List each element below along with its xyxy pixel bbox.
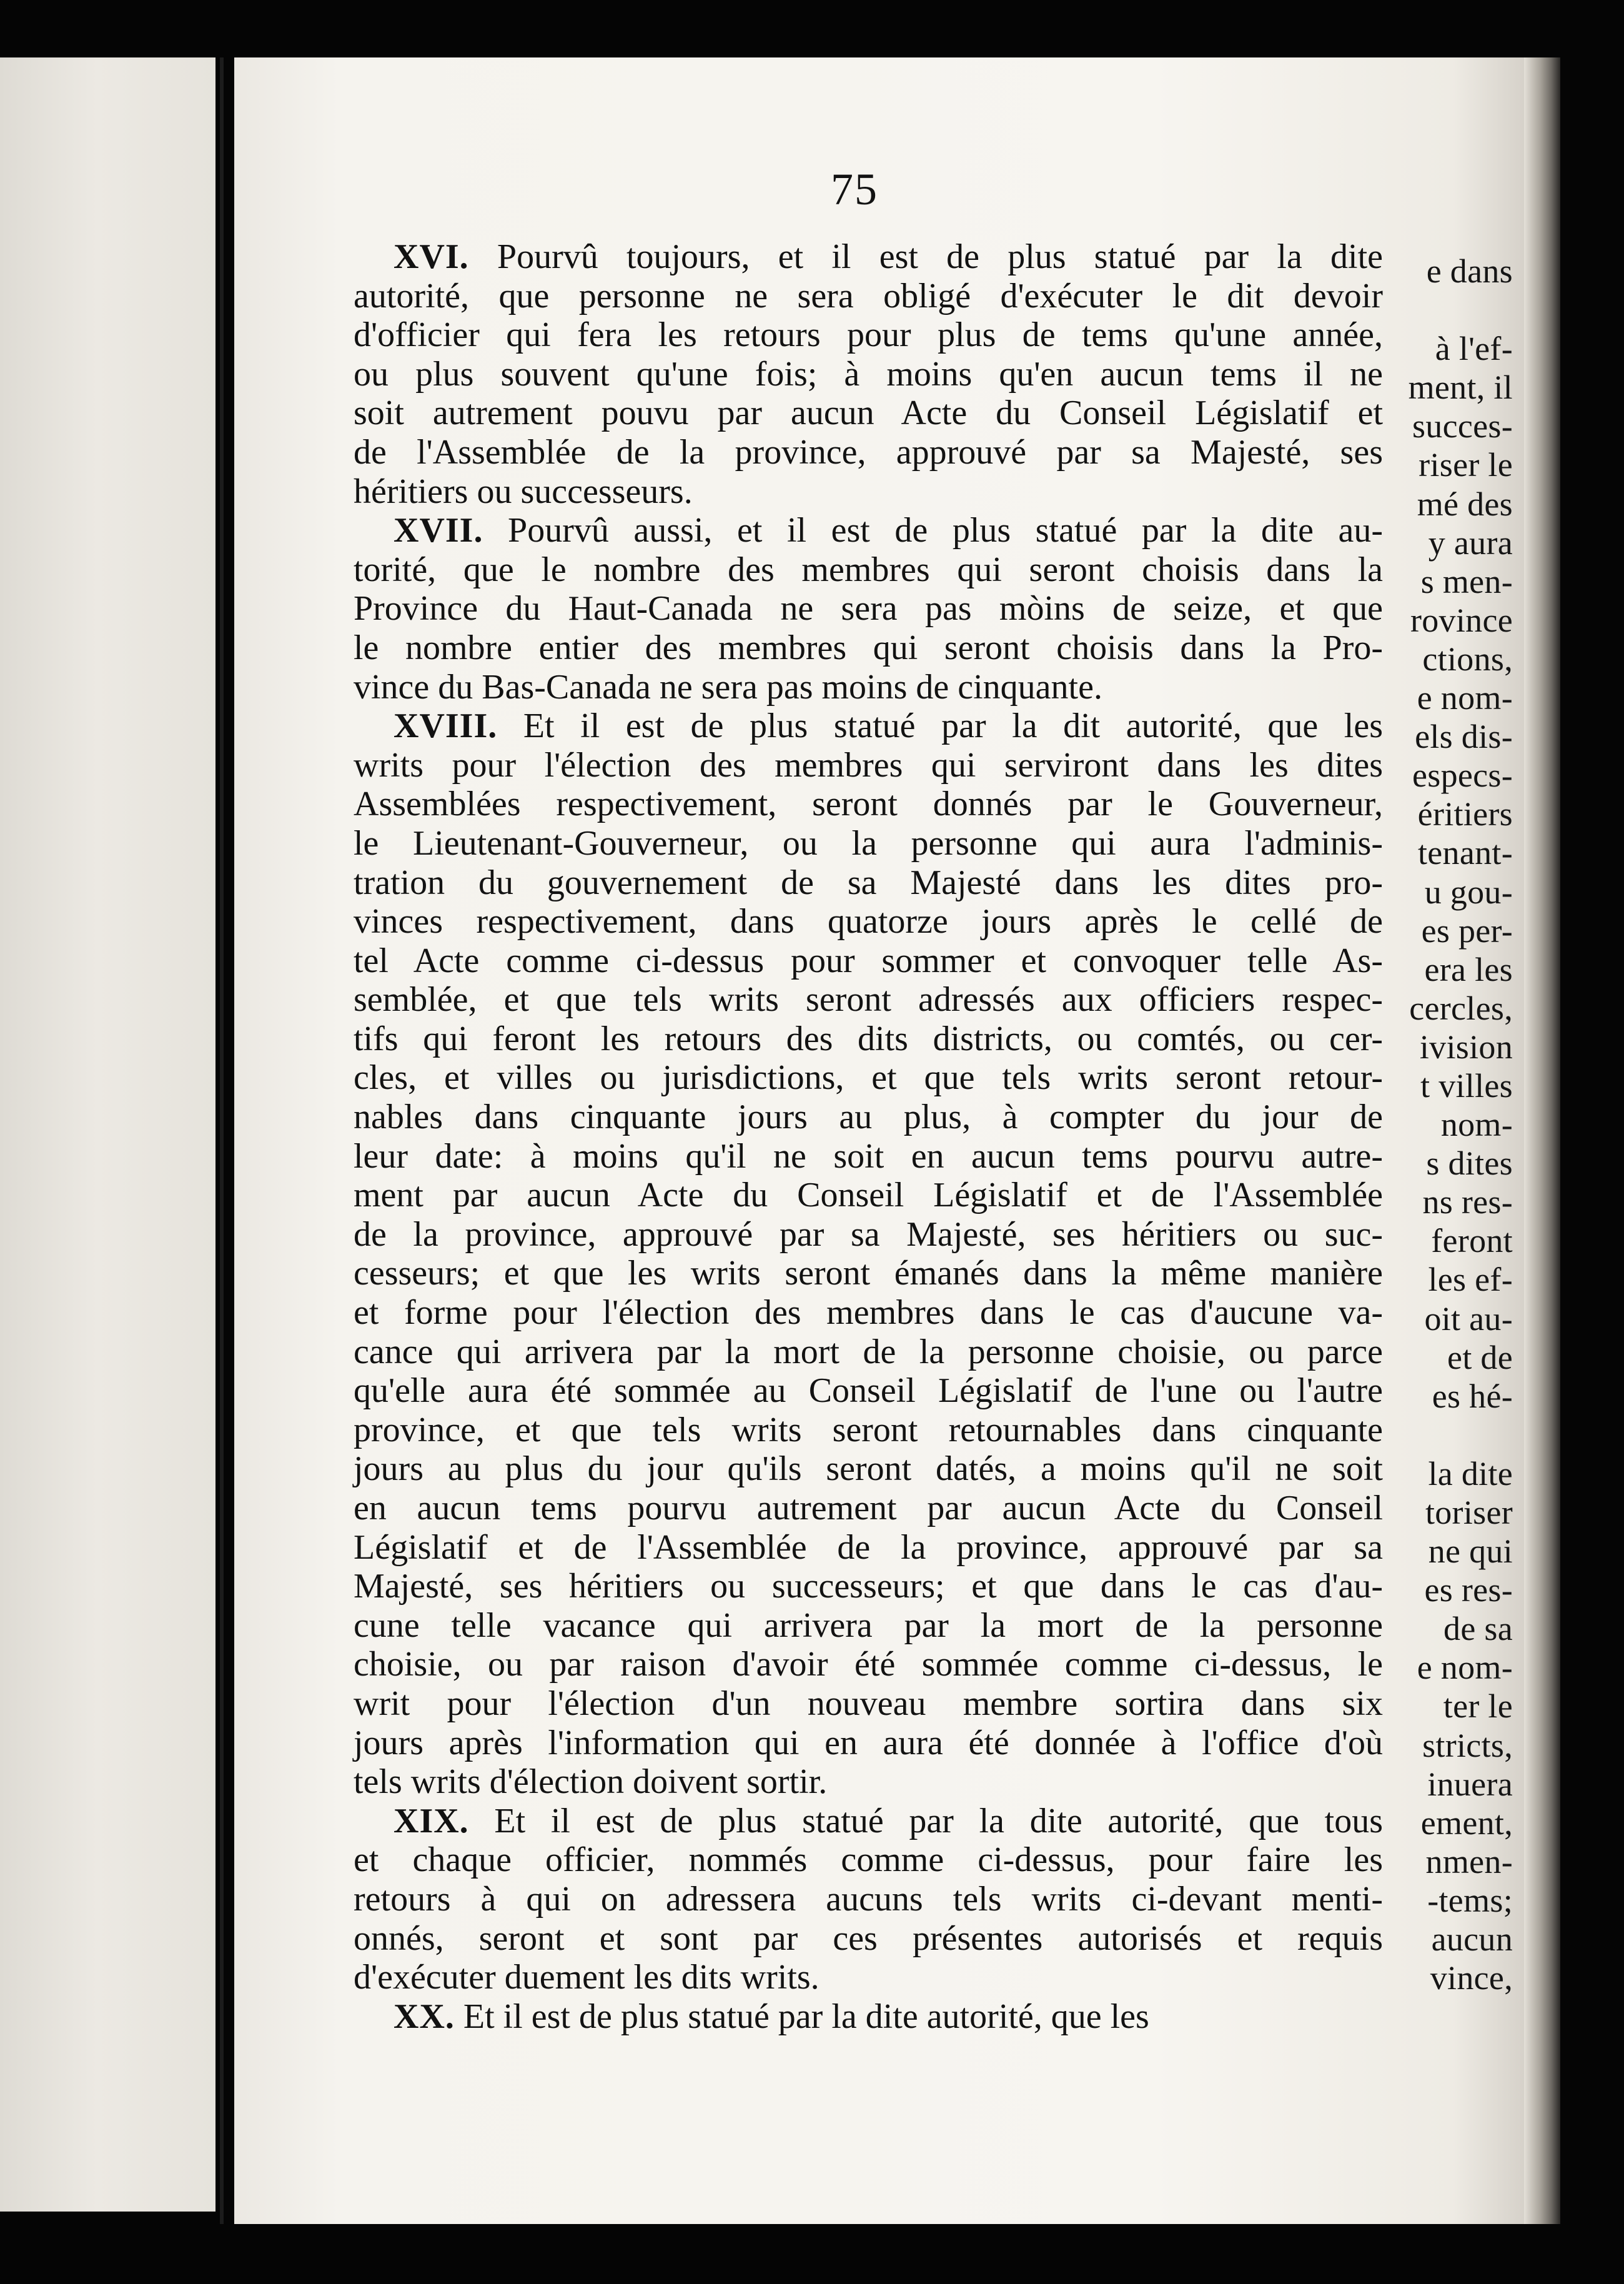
page-edge <box>1524 57 1560 2224</box>
text-line: leur date: à moins qu'il ne soit en aucun tems pourvu autre- <box>354 1136 1383 1176</box>
facing-page-line: feront <box>1431 1222 1513 1260</box>
facing-page-line <box>1409 290 1513 329</box>
text-line: vince du Bas-Canada ne sera pas moins de cinquante. <box>354 667 1102 707</box>
text-line: d'exécuter duement les dits writs. <box>354 1958 819 1997</box>
text-line: le Lieutenant-Gouverneur, ou la personne qui aura l'adminis- <box>354 823 1383 863</box>
facing-page-line: e dans <box>1426 252 1513 290</box>
section-first-line-text: Pourvû toujours, et il est de plus statué par la dite <box>497 237 1384 276</box>
text-line: le nombre entier des membres qui seront choisis dans la Pro- <box>354 628 1383 667</box>
text-line: Province du Haut-Canada ne sera pas mòins de seize, et que <box>354 589 1383 628</box>
facing-page-line: et de <box>1447 1338 1513 1376</box>
section-first-line-text: Et il est de plus statué par la dite autorité, que tous <box>494 1801 1383 1840</box>
text-line: choisie, ou par raison d'avoir été sommée comme ci-dessus, le <box>354 1645 1383 1684</box>
facing-page-text <box>1409 252 1513 1997</box>
facing-page-line: rovince <box>1410 601 1513 639</box>
facing-page-line: vince, <box>1430 1959 1513 1997</box>
facing-page-line: nom- <box>1440 1106 1513 1144</box>
facing-page-line: e nom- <box>1417 1649 1513 1687</box>
facing-page-line: e nom- <box>1417 679 1513 717</box>
text-line: autorité, que personne ne sera obligé d'exécuter le dit devoir <box>354 276 1383 315</box>
facing-page-line: els dis- <box>1415 718 1513 756</box>
text-line: tels writs d'élection doivent sortir. <box>354 1762 828 1802</box>
facing-page-line: cercles, <box>1409 989 1513 1027</box>
facing-page-line: u gou- <box>1424 873 1513 911</box>
facing-page-line: ns res- <box>1422 1183 1513 1221</box>
facing-page-line: la dite <box>1428 1454 1513 1492</box>
facing-page <box>0 57 215 2212</box>
text-line: tifs qui feront les retours des dits districts, ou comtés, ou cer- <box>354 1019 1383 1058</box>
facing-page-line: ctions, <box>1422 640 1513 678</box>
facing-page-line: es hé- <box>1432 1377 1513 1415</box>
facing-page-line: es res- <box>1424 1571 1513 1609</box>
facing-page-line: es per- <box>1421 911 1513 950</box>
section-first-line-text: Et il est de plus statué par la dite autorité, que les <box>463 1997 1149 2036</box>
text-line: writ pour l'élection d'un nouveau membre sortira dans six <box>354 1684 1383 1723</box>
section-first-line-text: Et il est de plus statué par la dit autorité, que les <box>523 707 1383 746</box>
text-line: nables dans cinquante jours au plus, à compter du jour de <box>354 1098 1383 1137</box>
facing-page-line: t villes <box>1420 1066 1513 1105</box>
text-line: cesseurs; et que les writs seront émanés dans la même manière <box>354 1254 1383 1293</box>
section-numeral: XVI. <box>394 237 469 276</box>
text-line: d'officier qui fera les retours pour plus de tems qu'une année, <box>354 315 1383 355</box>
text-line: semblée, et que tels writs seront adressés aux officiers respec- <box>354 980 1383 1020</box>
text-line <box>354 1997 1383 2037</box>
text-line: writs pour l'élection des membres qui serviront dans les dites <box>354 745 1383 785</box>
text-line: jours au plus du jour qu'ils seront datés, a moins qu'il ne soit <box>354 1449 1383 1489</box>
text-line: héritiers ou successeurs. <box>354 472 693 511</box>
facing-page-line: ter le <box>1443 1687 1513 1725</box>
text-line: et forme pour l'élection des membres dans le cas d'aucune va- <box>354 1293 1383 1333</box>
facing-page-line: y aura <box>1428 524 1513 562</box>
text-line: qu'elle aura été sommée au Conseil Législatif de l'une ou l'autre <box>354 1371 1383 1411</box>
text-line: soit autrement pouvu par aucun Acte du Conseil Législatif et <box>354 394 1383 433</box>
section-numeral: XIX. <box>394 1801 469 1840</box>
text-line: ou plus souvent qu'une fois; à moins qu'en aucun tems il ne <box>354 354 1383 394</box>
text-line: en aucun tems pourvu autrement par aucun Acte du Conseil <box>354 1489 1383 1527</box>
text-line: Majesté, ses héritiers ou successeurs; et que dans le cas d'au- <box>354 1567 1383 1606</box>
facing-page-line: succes- <box>1412 407 1513 445</box>
facing-page-line: éritiers <box>1417 795 1513 833</box>
text-line: tration du gouvernement de sa Majesté dans les dites pro- <box>354 863 1383 902</box>
facing-page-line: ment, il <box>1408 369 1513 407</box>
text-line <box>354 511 1383 550</box>
facing-page-line: ivision <box>1419 1028 1513 1066</box>
facing-page-line: s dites <box>1426 1144 1513 1183</box>
section-numeral: XVII. <box>394 511 483 550</box>
gutter-shadow <box>220 57 224 2224</box>
text-line: vinces respectivement, dans quatorze jours après le cellé de <box>354 902 1383 941</box>
facing-page-line: inuera <box>1427 1765 1513 1803</box>
text-line: province, et que tels writs seront retournables dans cinquante <box>354 1410 1383 1449</box>
facing-page-line: s men- <box>1420 562 1513 600</box>
text-line <box>354 1802 1383 1841</box>
text-line: cles, et villes ou jurisdictions, et que tels writs seront retour- <box>354 1058 1383 1098</box>
facing-page-line: nmen- <box>1425 1842 1513 1880</box>
text-line: onnés, seront et sont par ces présentes autorisés et requis <box>354 1919 1383 1958</box>
text-line: tel Acte comme ci-dessus pour sommer et convoquer telle As- <box>354 941 1383 980</box>
text-line: de l'Assemblée de la province, approuvé par sa Majesté, ses <box>354 432 1383 472</box>
facing-page-line: tenant- <box>1417 834 1513 872</box>
text-line: torité, que le nombre des membres qui seront choisis dans la <box>354 550 1383 589</box>
facing-page-line: oit au- <box>1424 1299 1513 1338</box>
text-line: retours à qui on adressera aucuns tels writs ci-devant menti- <box>354 1879 1383 1919</box>
facing-page-line: les ef- <box>1428 1261 1513 1299</box>
body-text <box>354 237 1383 2036</box>
facing-page-line: stricts, <box>1422 1726 1513 1764</box>
text-line <box>354 237 1383 277</box>
text-line: et chaque officier, nommés comme ci-dessus, pour faire les <box>354 1840 1383 1880</box>
facing-page-line: mé des <box>1417 485 1513 523</box>
facing-page-line: toriser <box>1425 1494 1513 1531</box>
text-line: cance qui arrivera par la mort de la personne choisie, ou parce <box>354 1332 1383 1371</box>
text-line <box>354 707 1383 746</box>
text-line: Législatif et de l'Assemblée de la province, approuvé par sa <box>354 1527 1383 1567</box>
facing-page-line: de sa <box>1443 1610 1513 1648</box>
text-line: cune telle vacance qui arrivera par la mort de la personne <box>354 1606 1383 1645</box>
page-number: 75 <box>831 164 878 214</box>
text-line: Assemblées respectivement, seront donnés par le Gouverneur, <box>354 785 1383 824</box>
section-first-line-text: Pourvû aussi, et il est de plus statué par la dite au- <box>508 511 1384 550</box>
facing-page-line: aucun <box>1431 1920 1513 1959</box>
facing-page-line: ement, <box>1420 1804 1513 1842</box>
facing-page-line: riser le <box>1419 446 1513 484</box>
facing-page-line: era les <box>1424 950 1513 988</box>
facing-page-line: à l'ef- <box>1435 330 1513 368</box>
text-line: ment par aucun Acte du Conseil Législatif et de l'Assemblée <box>354 1176 1383 1215</box>
text-line: de la province, approuvé par sa Majesté, ses héritiers ou suc- <box>354 1214 1383 1254</box>
facing-page-line <box>1409 1416 1513 1454</box>
facing-page-line: -tems; <box>1427 1881 1513 1919</box>
text-line: jours après l'information qui en aura été donnée à l'office d'où <box>354 1723 1383 1762</box>
facing-page-line: especs- <box>1412 757 1513 795</box>
section-numeral: XX. <box>394 1997 455 2036</box>
section-numeral: XVIII. <box>394 707 498 746</box>
facing-page-line: ne qui <box>1428 1532 1513 1571</box>
